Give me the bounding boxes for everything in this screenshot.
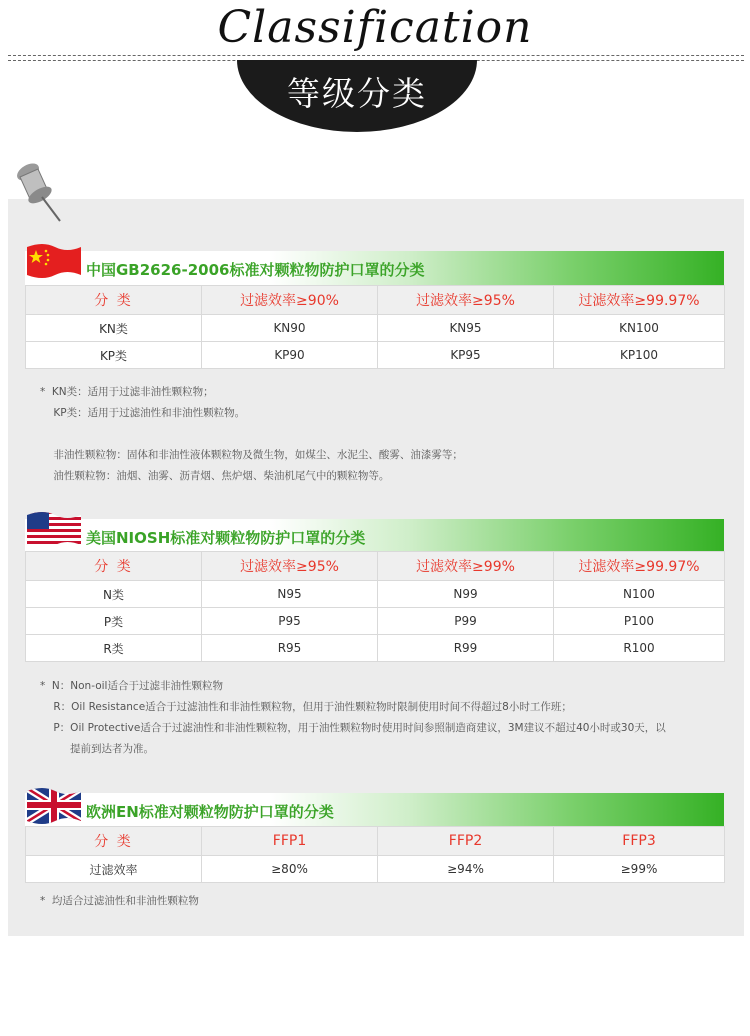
china-flag-icon [25,241,83,279]
note-line: * 均适合过滤油性和非油性颗粒物 [40,895,199,907]
table-header-cell: FFP2 [378,827,554,856]
notes-usa [40,676,666,760]
table-europe [25,826,725,883]
table-cell: P99 [378,608,554,635]
table-cell: P100 [554,608,725,635]
note-line: R：Oil Resistance适合于过滤油性和非油性颗粒物，但用于油性颗粒物时限制使用时间不得超过8小时工作班； [40,701,572,713]
table-cell: KN90 [202,315,378,342]
table-cell: R99 [378,635,554,662]
section-banner-usa [25,519,724,553]
table-cell: KP类 [26,342,202,369]
table-cell: ≥99% [554,856,725,883]
table-cell: KP95 [378,342,554,369]
note-line [40,424,463,445]
pushpin-icon [8,155,68,225]
table-cell: N99 [378,581,554,608]
note-line: KP类：适用于过滤油性和非油性颗粒物。 [40,407,246,419]
section-title-usa: 美国NIOSH标准对颗粒物防护口罩的分类 [86,529,366,547]
uk-flag-icon [25,785,83,825]
table-row [26,608,725,635]
table-cell: N100 [554,581,725,608]
table-cell: KN100 [554,315,725,342]
table-header-cell: 过滤效率≥95% [378,286,554,315]
table-header-cell: 分 类 [26,286,202,315]
note-line: 油性颗粒物：油烟、油雾、沥青烟、焦炉烟、柴油机尾气中的颗粒物等。 [40,470,390,482]
page-subtitle: 等级分类 [287,74,427,113]
table-header-cell: FFP1 [202,827,378,856]
table-cell: R100 [554,635,725,662]
table-cell: ≥80% [202,856,378,883]
table-cell: P95 [202,608,378,635]
table-header-cell: 过滤效率≥95% [202,552,378,581]
notes-china [40,382,463,487]
table-cell: KP90 [202,342,378,369]
table-row [26,581,725,608]
table-cell: 过滤效率 [26,856,202,883]
table-row [26,856,725,883]
table-cell: P类 [26,608,202,635]
note-line: P：Oil Protective适合于过滤油性和非油性颗粒物，用于油性颗粒物时使用时间参照制造商建议，3M建议不超过40小时或30天，以 [40,722,666,734]
table-header-cell: 过滤效率≥99% [378,552,554,581]
table-cell: KN类 [26,315,202,342]
table-cell: R95 [202,635,378,662]
table-row [26,342,725,369]
note-line: 非油性颗粒物：固体和非油性液体颗粒物及微生物，如煤尘、水泥尘、酸雾、油漆雾等； [40,449,463,461]
note-line: 提前到达者为准。 [40,743,155,755]
note-line: * N：Non-oil适合于过滤非油性颗粒物 [40,680,223,692]
table-cell: N95 [202,581,378,608]
page-title: Classification [217,2,533,53]
table-cell: KN95 [378,315,554,342]
table-usa [25,551,725,662]
table-header-cell: 过滤效率≥99.97% [554,286,725,315]
section-title-europe: 欧洲EN标准对颗粒物防护口罩的分类 [86,803,334,821]
section-banner-china [25,251,724,285]
usa-flag-icon [25,509,83,549]
table-header-cell: 过滤效率≥90% [202,286,378,315]
table-china [25,285,725,369]
table-header-cell: 过滤效率≥99.97% [554,552,725,581]
section-title-china: 中国GB2626-2006标准对颗粒物防护口罩的分类 [86,261,425,279]
table-cell: ≥94% [378,856,554,883]
table-cell: N类 [26,581,202,608]
table-header-cell: 分 类 [26,827,202,856]
divider-top [8,55,744,56]
section-banner-europe [25,793,724,827]
table-cell: KP100 [554,342,725,369]
note-line: * KN类：适用于过滤非油性颗粒物； [40,386,214,398]
notes-europe [40,891,199,912]
table-row [26,635,725,662]
table-header-cell: FFP3 [554,827,725,856]
table-cell: R类 [26,635,202,662]
table-row [26,315,725,342]
table-header-cell: 分 类 [26,552,202,581]
